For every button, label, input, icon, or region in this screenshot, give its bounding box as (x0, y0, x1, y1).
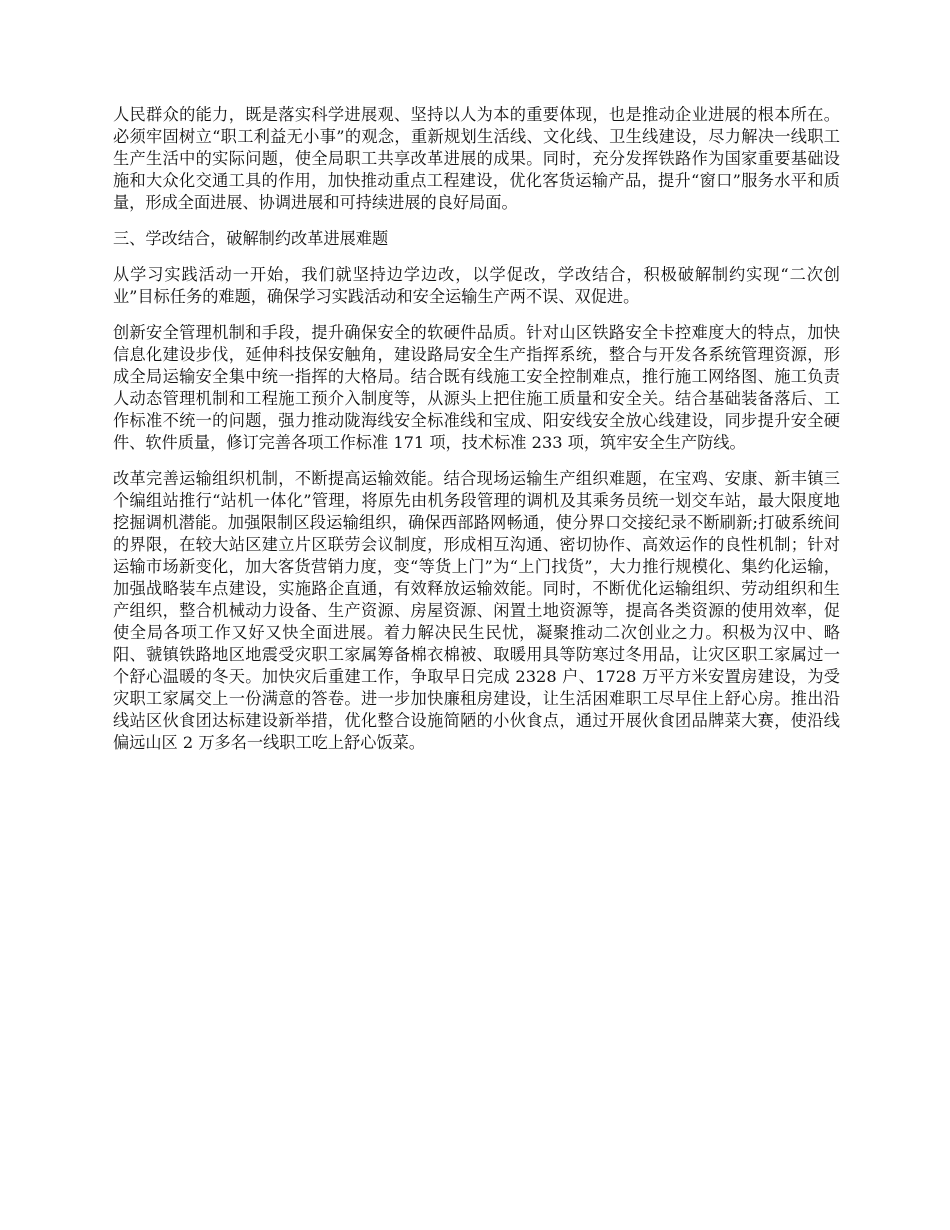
paragraph-intro: 从学习实践活动一开始，我们就坚持边学边改，以学促改，学改结合，积极破解制约实现“二次创业”目标任务的难题，确保学习实践活动和安全运输生产两不误、双促进。 (113, 265, 840, 306)
paragraph-safety-management: 创新安全管理机制和手段，提升确保安全的软硬件品质。针对山区铁路安全卡控难度大的特点，加快信息化建设步伐，延伸科技保安触角，建设路局安全生产指挥系统，整合与开发各系统管理资源，形成全局运输安全集中统一指挥的大格局。结合既有线施工安全控制难点，推行施工网络图、施工负责人动态管理机制和工程施工预介入制度等，从源头上把住施工质量和安全关。结合基础装备落后、工作标准不统一的问题，强力推动陇海线安全标准线和宝成、阳安线安全放心线建设，同步提升安全硬件、软件质量，修订完善各项工作标准 171 项，技术标准 233 项，筑牢安全生产防线。 (113, 323, 840, 452)
section-heading: 三、学改结合，破解制约改革进展难题 (113, 229, 389, 248)
document-body (113, 104, 840, 768)
paragraph-continuation: 人民群众的能力，既是落实科学进展观、坚持以人为本的重要体现，也是推动企业进展的根本所在。必须牢固树立“职工利益无小事”的观念，重新规划生活线、文化线、卫生线建设，尽力解决一线职工生产生活中的实际问题，使全局职工共享改革进展的成果。同时，充分发挥铁路作为国家重要基础设施和大众化交通工具的作用，加快推动重点工程建设，优化客货运输产品，提升“窗口”服务水平和质量，形成全面进展、协调进展和可持续进展的良好局面。 (113, 105, 840, 212)
paragraph-transport-organization: 改革完善运输组织机制，不断提高运输效能。结合现场运输生产组织难题，在宝鸡、安康、新丰镇三个编组站推行“站机一体化”管理，将原先由机务段管理的调机及其乘务员统一划交车站，最大限度地挖掘调机潜能。加强限制区段运输组织，确保西部路网畅通，使分界口交接纪录不断刷新;打破系统间的界限，在较大站区建立片区联劳会议制度，形成相互沟通、密切协作、高效运作的良性机制；针对运输市场新变化，加大客货营销力度，变“等货上门”为“上门找货”，大力推行规模化、集约化运输，加强战略装车点建设，实施路企直通，有效释放运输效能。同时，不断优化运输组织、劳动组织和生产组织，整合机械动力设备、生产资源、房屋资源、闲置土地资源等，提高各类资源的使用效率，促使全局各项工作又好又快全面进展。着力解决民生民忧，凝聚推动二次创业之力。积极为汉中、略阳、虢镇铁路地区地震受灾职工家属筹备棉衣棉被、取暖用具等防寒过冬用品，让灾区职工家属过一个舒心温暖的冬天。加快灾后重建工作，争取早日完成 2328 户、1728 万平方米安置房建设，为受灾职工家属交上一份满意的答卷。进一步加快廉租房建设，让生活困难职工尽早住上舒心房。推出沿线站区伙食团达标建设新举措，优化整合设施简陋的小伙食点，通过开展伙食团品牌菜大赛，使沿线偏远山区 2 万多名一线职工吃上舒心饭菜。 (113, 469, 840, 752)
